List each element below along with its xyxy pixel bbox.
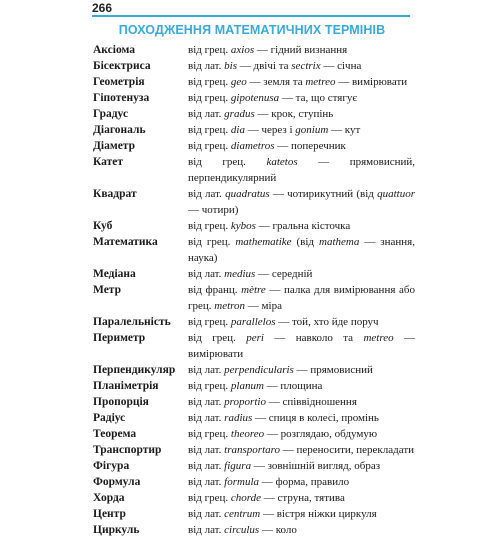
etymon-word: metreo	[305, 76, 336, 88]
term-row	[93, 42, 415, 58]
term-name: Квадрат	[93, 188, 137, 200]
definition-text: від лат.	[188, 60, 225, 72]
term-row	[93, 282, 415, 314]
etymon-word: quattuor	[377, 188, 415, 200]
etymon-word: bis	[224, 60, 238, 72]
term-name: Аксіома	[93, 44, 135, 56]
definition-text: — коло	[259, 524, 297, 536]
etymon-word: figura	[224, 460, 252, 472]
term-row	[93, 394, 415, 410]
term-definition	[188, 362, 415, 378]
etymon-word: diametros	[230, 140, 275, 152]
definition-text: від грец.	[188, 156, 267, 168]
definition-text: — та, що стягує	[279, 92, 358, 104]
definition-text: від лат.	[188, 108, 225, 120]
definition-text: — переносити, перекладати	[280, 444, 415, 456]
definition-text: — розглядаю, обдумую	[264, 428, 378, 440]
etymon-word: planum	[230, 380, 264, 392]
term-name: Транспортир	[93, 444, 162, 456]
definition-text: від лат.	[188, 476, 225, 488]
etymon-word: perpendicularis	[224, 364, 294, 376]
definition-text: — площина	[263, 380, 323, 392]
term-name: Куб	[93, 220, 113, 232]
term-definition	[188, 154, 415, 186]
term-name: Теорема	[93, 428, 137, 440]
definition-text: від лат.	[188, 268, 225, 280]
term-row	[93, 426, 415, 442]
definition-text: від лат.	[188, 444, 225, 456]
term-row	[93, 378, 415, 394]
term-name: Гіпотенуза	[93, 92, 150, 104]
term-definition	[188, 394, 415, 410]
etymon-word: axios	[230, 44, 255, 56]
term-name: Бісектриса	[93, 60, 151, 72]
etymon-word: gradus	[224, 108, 255, 120]
term-row	[93, 90, 415, 106]
term-definition	[188, 106, 415, 122]
definition-text: від грец.	[188, 92, 231, 104]
term-name: Центр	[93, 508, 126, 520]
etymon-word: transportaro	[224, 444, 280, 456]
term-definition	[188, 122, 415, 138]
etymon-word: peri	[246, 332, 264, 344]
term-row	[93, 506, 415, 522]
definition-text: від лат.	[188, 412, 225, 424]
etymon-word: sectrix	[291, 60, 321, 72]
definition-text: — через і	[244, 124, 296, 136]
term-row	[93, 186, 415, 218]
term-name: Катет	[93, 156, 124, 168]
term-definition	[188, 282, 415, 314]
page-number: 266	[92, 1, 113, 15]
etymon-word: metron	[214, 300, 246, 312]
definition-text: від грец.	[188, 236, 236, 248]
term-name: Діагональ	[93, 124, 146, 136]
etymon-word: dia	[230, 124, 245, 136]
etymon-word: formula	[224, 476, 260, 488]
term-definition	[188, 522, 415, 538]
etymon-word: kybos	[230, 220, 256, 232]
definition-text: — прямовисний, перпендикулярний	[188, 156, 415, 184]
definition-text: від грец.	[188, 220, 231, 232]
etymon-word: theoreo	[230, 428, 265, 440]
etymon-word: mètre	[241, 284, 266, 296]
definition-text: — струна, тятива	[261, 492, 345, 504]
definition-text: — той, хто йде поруч	[275, 316, 379, 328]
term-row	[93, 410, 415, 426]
term-row	[93, 490, 415, 506]
etymon-word: quadratus	[225, 188, 270, 200]
term-definition	[188, 314, 415, 330]
term-row	[93, 314, 415, 330]
term-definition	[188, 138, 415, 154]
etymon-word: metreo	[363, 332, 394, 344]
definition-text: від лат.	[188, 188, 226, 200]
term-row	[93, 106, 415, 122]
term-row	[93, 122, 415, 138]
term-name: Перпендикуляр	[93, 364, 176, 376]
term-name: Градус	[93, 108, 129, 120]
term-name: Пропорція	[93, 396, 149, 408]
etymon-word: parallelos	[230, 316, 276, 328]
definition-text: від грец.	[188, 44, 231, 56]
term-definition	[188, 266, 415, 282]
term-name: Математика	[93, 236, 158, 248]
definition-text: — вістря ніжки циркуля	[260, 508, 377, 520]
term-name: Радіус	[93, 412, 126, 424]
definition-text: — гральна кісточка	[255, 220, 351, 232]
term-row	[93, 218, 415, 234]
definition-text: — спиця в колесі, промінь	[252, 412, 379, 424]
term-definition	[188, 74, 415, 90]
term-name: Геометрія	[93, 76, 145, 88]
header-rule	[92, 15, 410, 17]
term-definition	[188, 42, 415, 58]
definition-text: — двічі та	[237, 60, 292, 72]
definition-text: — зовнішній вигляд, образ	[251, 460, 381, 472]
definition-text: від лат.	[188, 460, 225, 472]
definition-text: від франц.	[188, 284, 242, 296]
term-name: Периметр	[93, 332, 146, 344]
etymon-word: circulus	[224, 524, 260, 536]
definition-text: — середній	[255, 268, 313, 280]
definition-text: від грец.	[188, 380, 231, 392]
term-definition	[188, 330, 415, 362]
term-definition	[188, 218, 415, 234]
etymon-word: gonium	[295, 124, 329, 136]
etymon-word: chorde	[230, 492, 262, 504]
term-definition	[188, 442, 415, 458]
term-row	[93, 330, 415, 362]
definition-text: — навколо та	[263, 332, 364, 344]
term-definition	[188, 490, 415, 506]
term-definition	[188, 426, 415, 442]
definition-text: — січна	[320, 60, 362, 72]
etymon-word: radius	[224, 412, 253, 424]
term-row	[93, 458, 415, 474]
etymon-word: medius	[224, 268, 256, 280]
definition-text: — прямовисний	[293, 364, 373, 376]
term-row	[93, 154, 415, 186]
term-row	[93, 74, 415, 90]
definition-text: від грец.	[188, 76, 231, 88]
definition-text: — палка для вимірювання або грец.	[188, 284, 415, 312]
term-name: Метр	[93, 284, 121, 296]
term-definition	[188, 410, 415, 426]
etymon-word: mathematike	[235, 236, 292, 248]
term-name: Формула	[93, 476, 141, 488]
definition-text: — вимірювати	[188, 332, 415, 360]
definition-text: — знання, наука)	[188, 236, 415, 264]
term-definition	[188, 378, 415, 394]
term-definition	[188, 58, 415, 74]
term-row	[93, 58, 415, 74]
etymon-word: centrum	[224, 508, 261, 520]
term-name: Діаметр	[93, 140, 135, 152]
term-row	[93, 362, 415, 378]
definition-text: від грец.	[188, 332, 247, 344]
definition-text: від лат.	[188, 364, 225, 376]
term-row	[93, 234, 415, 266]
term-row	[93, 138, 415, 154]
term-definition	[188, 458, 415, 474]
term-definition	[188, 234, 415, 266]
definition-text: — співвідношення	[265, 396, 357, 408]
definition-text: від грец.	[188, 492, 231, 504]
term-definition	[188, 474, 415, 490]
definition-text: — кут	[328, 124, 361, 136]
term-name: Фігура	[93, 460, 130, 472]
definition-text: — форма, правило	[259, 476, 350, 488]
definition-text: від лат.	[188, 396, 225, 408]
definition-text: від грец.	[188, 316, 231, 328]
definition-text: — чотирикутний (від	[269, 188, 378, 200]
definition-text: (від	[291, 236, 320, 248]
definition-text: — поперечник	[274, 140, 346, 152]
term-definition	[188, 506, 415, 522]
term-definition	[188, 186, 415, 218]
definition-text: від лат.	[188, 508, 225, 520]
etymon-word: gipotenusa	[230, 92, 280, 104]
etymon-word: mathema	[319, 236, 360, 248]
definition-text: — земля та	[246, 76, 306, 88]
definition-text: — крок, ступінь	[254, 108, 334, 120]
definition-text: — чотири)	[188, 204, 239, 216]
definition-text: від грец.	[188, 428, 231, 440]
definition-text: від лат.	[188, 524, 225, 536]
page-title: ПОХОДЖЕННЯ МАТЕМАТИЧНИХ ТЕРМІНІВ	[118, 23, 386, 37]
term-row	[93, 522, 415, 538]
definition-text: від грец.	[188, 124, 231, 136]
etymon-word: katetos	[266, 156, 298, 168]
term-row	[93, 442, 415, 458]
etymon-word: geo	[230, 76, 247, 88]
term-row	[93, 266, 415, 282]
definition-text: — вимірювати	[335, 76, 408, 88]
definition-text: — міра	[245, 300, 282, 312]
term-name: Планіметрія	[93, 380, 159, 392]
term-name: Паралельність	[93, 316, 171, 328]
definition-text: — гідний визнання	[254, 44, 348, 56]
term-name: Медіана	[93, 268, 136, 280]
term-name: Циркуль	[93, 524, 140, 536]
terms-list	[93, 42, 415, 538]
term-definition	[188, 90, 415, 106]
definition-text: від грец.	[188, 140, 231, 152]
etymon-word: proportio	[224, 396, 266, 408]
term-name: Хорда	[93, 492, 125, 504]
term-row	[93, 474, 415, 490]
